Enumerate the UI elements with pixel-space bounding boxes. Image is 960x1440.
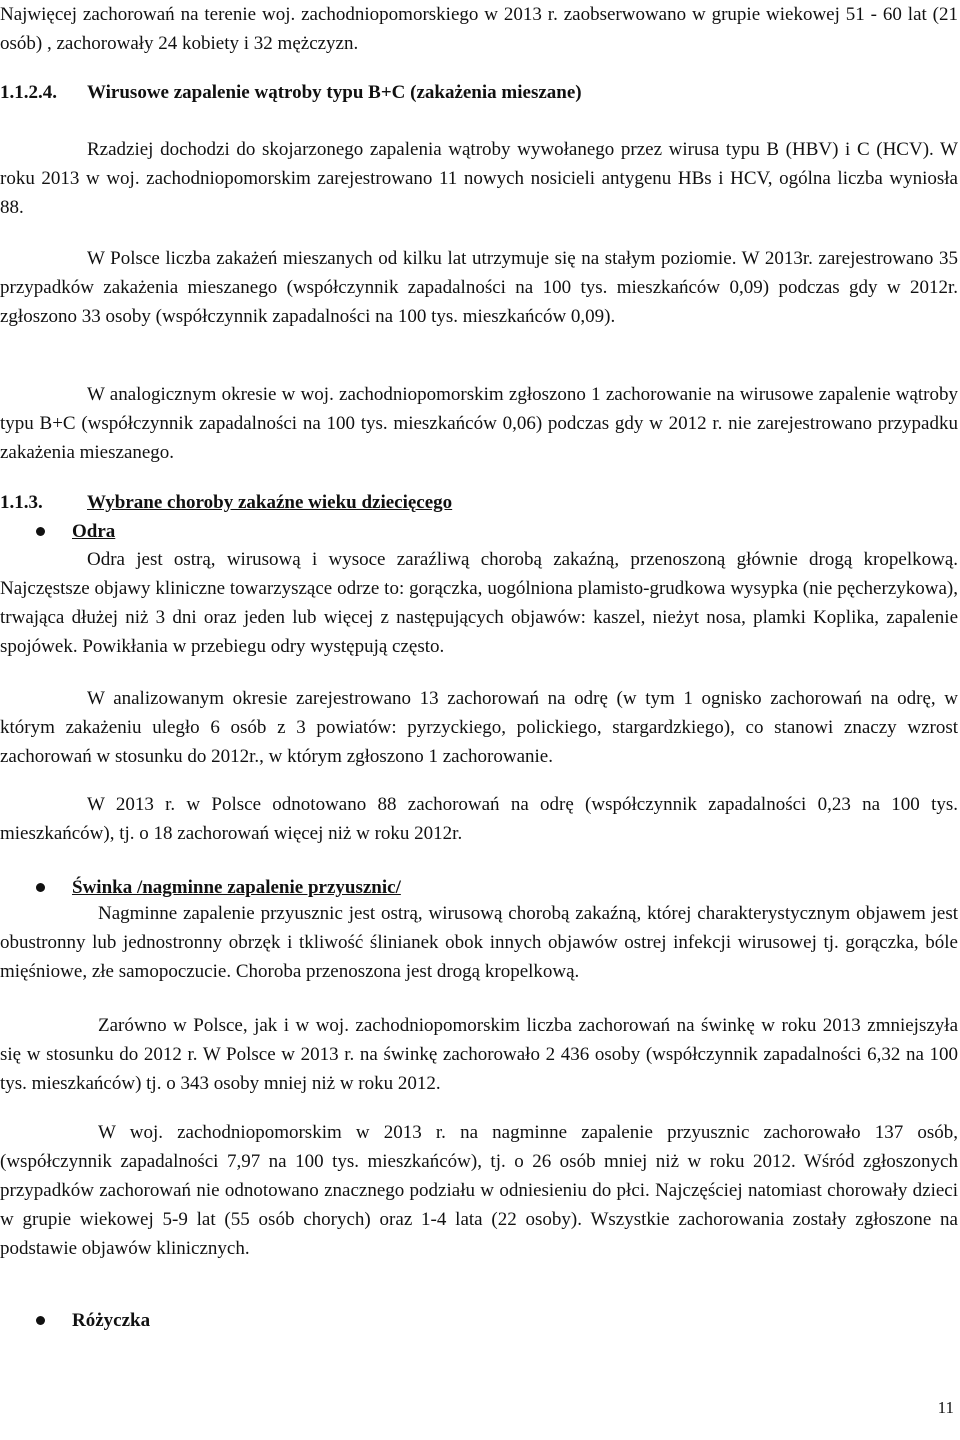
hbv-hcv-paragraph: Rzadziej dochodzi do skojarzonego zapalenia wątroby wywołanego przez wirusa typu B (HBV) i C (HCV). W roku 2013 w woj. zachodniopomorskim zarejestrowano 11 nowych nosicieli antygenu HBs i HCV, ogólna liczba wyniosła 88. <box>0 139 958 218</box>
mumps-regional-paragraph: W woj. zachodniopomorskim w 2013 r. na nagminne zapalenie przyusznic zachorowało 137 osób, (współczynnik zapadalności 7,97 na 100 tys. mieszkańców), tj. o 26 osób mniej niż w roku 2012. Wśród zgłoszonych przypadków zachorowań nie odnotowano znacznego podziału w odniesieniu do płci. Najczęściej natomiast chorowały dzieci w grupie wiekowej 5-9 lat (55 osób chorych) oraz 1-4 lata (22 osoby). Wszystkie zachorowania zostały zgłoszone na podstawie objawów klinicznych. <box>0 1122 958 1259</box>
section-heading-1-1-3 <box>0 488 958 517</box>
bullet-label: Różyczka <box>72 1310 151 1331</box>
bullet-dot-icon <box>36 883 45 892</box>
bullet-rubella <box>0 1306 958 1335</box>
section-title: Wirusowe zapalenie wątroby typu B+C (zakażenia mieszane) <box>87 82 582 103</box>
section-number: 1.1.2.4. <box>0 82 57 103</box>
intro-paragraph: Najwięcej zachorowań na terenie woj. zachodniopomorskiego w 2013 r. zaobserwowano w grupie wiekowej 51 - 60 lat (21 osób) , zachorowały 24 kobiety i 32 mężczyzn. <box>0 4 958 54</box>
page-number: 11 <box>937 1398 954 1417</box>
measles-definition-paragraph: Odra jest ostrą, wirusową i wysoce zaraźliwą chorobą zakaźną, przenoszoną głównie drogą kropelkową. Najczęstsze objawy kliniczne towarzyszące odrze to: gorączka, uogólniona plamisto-grudkowa wysypka (nie pęcherzykowa), trwająca dłużej niż 3 dni oraz jeden lub więcej z następujących objawów: kaszel, nieżyt nosa, plamki Koplika, zapalenie spojówek. Powikłania w przebiegu odry występują często. <box>0 549 958 657</box>
section-number: 1.1.3. <box>0 492 43 513</box>
mumps-poland-paragraph: Zarówno w Polsce, jak i w woj. zachodniopomorskim liczba zachorowań na świnkę w roku 2013 zmniejszyła się w stosunku do 2012 r. W Polsce w 2013 r. na świnkę zachorowało 2 436 osoby (współczynnik zapadalności 6,32 na 100 tys. mieszkańców) tj. o 343 osoby mniej niż w roku 2012. <box>0 1015 958 1094</box>
section-title: Wybrane choroby zakaźne wieku dziecięcego <box>87 492 453 513</box>
bullet-label: Świnka /nagminne zapalenie przyusznic/ <box>72 877 401 898</box>
bullet-dot-icon <box>36 527 45 536</box>
bullet-measles <box>0 517 958 546</box>
bullet-mumps <box>0 873 958 902</box>
measles-poland-paragraph: W 2013 r. w Polsce odnotowano 88 zachorowań na odrę (współczynnik zapadalności 0,23 na 100 tys. mieszkańców), tj. o 18 zachorowań więcej niż w roku 2012r. <box>0 794 958 844</box>
bullet-label: Odra <box>72 521 116 542</box>
poland-mixed-infections-paragraph: W Polsce liczba zakażeń mieszanych od kilku lat utrzymuje się na stałym poziomie. W 2013r. zarejestrowano 35 przypadków zakażenia mieszanego (współczynnik zapadalności na 100 tys. mieszkańców 0,09) podczas gdy w 2012r. zgłoszono 33 osoby (współczynnik zapadalności na 100 tys. mieszkańców 0,09). <box>0 248 958 327</box>
measles-regional-paragraph: W analizowanym okresie zarejestrowano 13 zachorowań na odrę (w tym 1 ognisko zachorowań na odrę, w którym zakażeniu uległo 6 osób z 3 powiatów: pyrzyckiego, polickiego, stargardzkiego), co stanowi znaczy wzrost zachorowań w stosunku do 2012r., w którym zgłoszono 1 zachorowanie. <box>0 688 958 767</box>
bullet-dot-icon <box>36 1316 45 1325</box>
mumps-definition-paragraph: Nagminne zapalenie przyusznic jest ostrą, wirusową chorobą zakaźną, której charakterystycznym objawem jest obustronny lub jednostronny obrzęk i tkliwość ślinianek obok innych objawów ostrej infekcji wirusowej tj. gorączka, bóle mięśniowe, złe samopoczucie. Choroba przenoszona jest drogą kropelkową. <box>0 903 958 982</box>
regional-mixed-infections-paragraph: W analogicznym okresie w woj. zachodniopomorskim zgłoszono 1 zachorowanie na wirusowe zapalenie wątroby typu B+C (współczynnik zapadalności na 100 tys. mieszkańców 0,06) podczas gdy w 2012 r. nie zarejestrowano przypadku zakażenia mieszanego. <box>0 384 958 463</box>
section-heading-1-1-2-4 <box>0 78 958 107</box>
